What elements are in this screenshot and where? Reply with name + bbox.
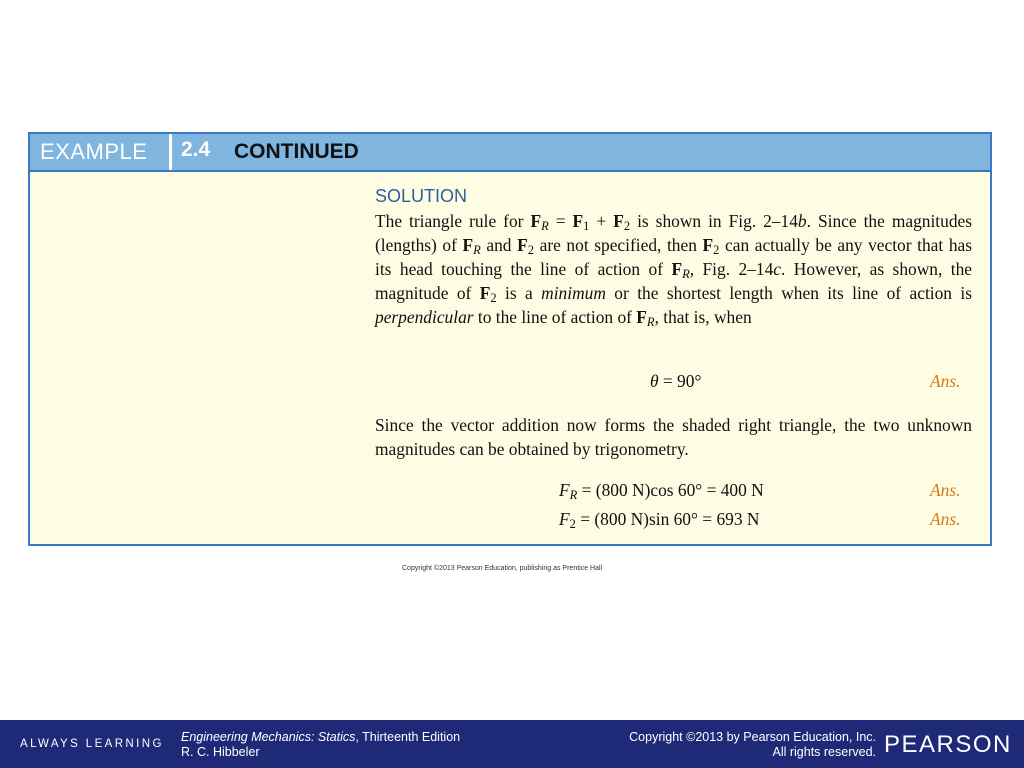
continued-label: CONTINUED <box>234 140 359 163</box>
copyright-line-2: All rights reserved. <box>772 745 876 759</box>
book-edition: , Thirteenth Edition <box>355 730 461 744</box>
solution-paragraph-2: Since the vector addition now forms the shaded right triangle, the two unknown magnitudes can be obtained by trigonometry. <box>375 415 972 459</box>
example-number: 2.4 <box>181 138 211 161</box>
book-author: R. C. Hibbeler <box>181 745 260 759</box>
footer-copyright <box>629 730 876 760</box>
answer-label-1: Ans. <box>930 371 961 391</box>
header-divider <box>169 134 172 170</box>
solution-paragraph-1: The triangle rule for $F_R = F_1 + F_2$ is shown in Fig. 2–14b. Since the magnitudes (lengths) of $F_R$ and $F_2$ are not specified, then $F_2$ can actually be any vector that has its head touching the line of action of $F_R$, Fig. 2–14c. However, as shown, the magnitude of $F_2$ is a minimum or the shortest length when its line of action is perpendicular to the line of action of $F_R$, that is, when <box>375 211 973 330</box>
footer-book-info <box>181 730 460 760</box>
footer-bar <box>0 720 1024 768</box>
figure-copyright: Copyright ©2013 Pearson Education, publishing as Prentice Hall <box>402 565 603 572</box>
solution-heading: SOLUTION <box>375 186 468 206</box>
example-label: EXAMPLE <box>40 139 148 164</box>
book-title: Engineering Mechanics: Statics <box>181 730 356 744</box>
answer-label-3: Ans. <box>930 509 961 529</box>
example-panel <box>28 132 992 546</box>
footer-tagline: ALWAYS LEARNING <box>20 738 164 750</box>
copyright-line-1: Copyright ©2013 by Pearson Education, Inc. <box>629 730 876 744</box>
pearson-logo: PEARSON <box>884 731 1012 758</box>
left-margin-area <box>30 172 172 546</box>
equation-f2: $F_2 = (800$ N)sin 60° = 693 N <box>559 509 760 532</box>
example-header <box>30 134 990 172</box>
answer-label-2: Ans. <box>930 480 961 500</box>
equation-theta: θ = 90° <box>650 371 702 391</box>
equation-fr: $F_R = (800$ N)cos 60° = 400 N <box>559 480 764 503</box>
